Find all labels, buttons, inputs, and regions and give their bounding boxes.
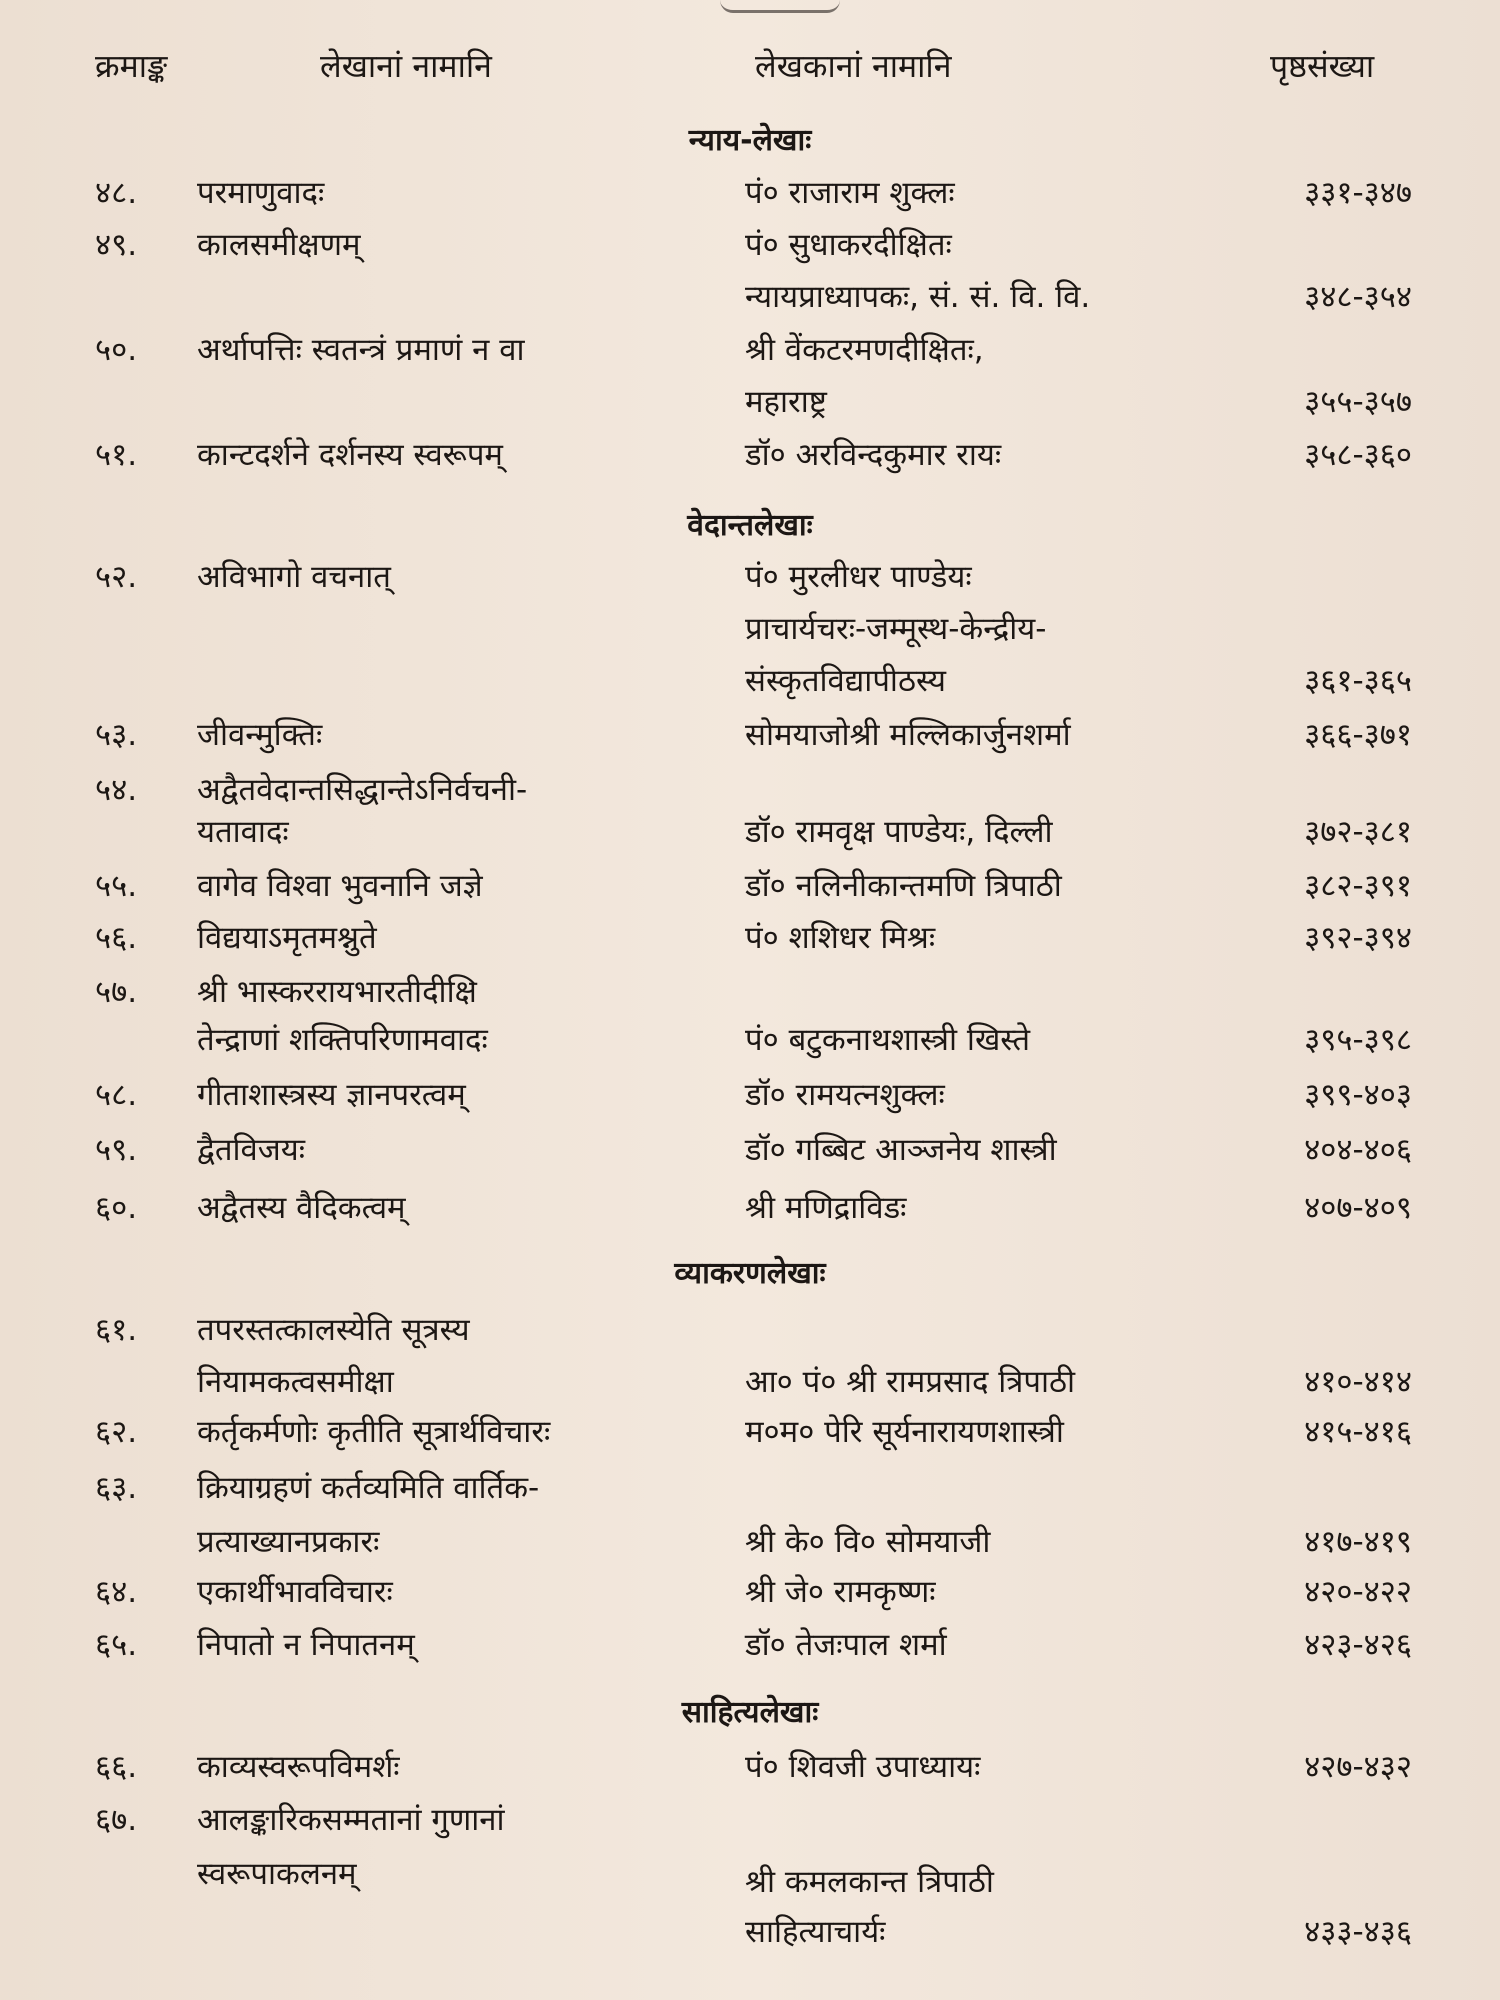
entry-author: श्री वेंकटरमणदीक्षितः, <box>745 332 984 368</box>
entry-title: श्री भास्कररायभारतीदीक्षि <box>197 974 477 1010</box>
entry-number: ५५. <box>95 868 138 904</box>
entry-author: श्री जे० रामकृष्णः <box>745 1574 936 1610</box>
entry-title: कान्टदर्शने दर्शनस्य स्वरूपम् <box>197 437 503 473</box>
entry-author: डॉ० रामयत्नशुक्लः <box>745 1077 945 1113</box>
entry-pages: ४३३-४३६ <box>1304 1914 1412 1950</box>
entry-title: आलङ्कारिकसम्मतानां गुणानां <box>197 1802 505 1838</box>
column-headers <box>0 44 1500 94</box>
entry-pages: ३९५-३९८ <box>1304 1022 1412 1058</box>
entry-title: निपातो न निपातनम् <box>197 1627 415 1663</box>
section-heading-nyaya: न्याय-लेखाः <box>688 123 812 158</box>
entry-pages: ३९९-४०३ <box>1304 1077 1412 1113</box>
page-top-mark <box>720 0 840 13</box>
entry-author: श्री कमलकान्त त्रिपाठी <box>745 1864 994 1900</box>
header-authors: लेखकानां नामानि <box>755 47 952 85</box>
entry-pages: ३८२-३९१ <box>1304 868 1412 904</box>
entry-author: डॉ० नलिनीकान्तमणि त्रिपाठी <box>745 868 1062 904</box>
entry-title: जीवन्मुक्तिः <box>197 717 323 753</box>
entry-number: ५९. <box>95 1132 138 1168</box>
entry-title: परमाणुवादः <box>197 175 325 211</box>
entry-pages: ४१०-४१४ <box>1304 1364 1412 1400</box>
entry-title: क्रियाग्रहणं कर्तव्यमिति वार्तिक- <box>197 1470 540 1506</box>
entry-title: एकार्थीभावविचारः <box>197 1574 393 1610</box>
entry-pages: ४०७-४०९ <box>1304 1190 1412 1226</box>
entry-number: ५७. <box>95 974 138 1010</box>
entry-number: ६३. <box>95 1470 138 1506</box>
entry-number: ६६. <box>95 1749 138 1785</box>
entry-pages: ३४८-३५४ <box>1304 279 1412 315</box>
section-heading-vyakarana: व्याकरणलेखाः <box>674 1256 826 1291</box>
entry-title: अद्वैतस्य वैदिकत्वम् <box>197 1190 406 1226</box>
entry-pages: ३६६-३७१ <box>1304 717 1412 753</box>
entry-author: आ० पं० श्री रामप्रसाद त्रिपाठी <box>745 1364 1076 1400</box>
entry-title: वागेव विश्वा भुवनानि जज्ञे <box>197 868 483 904</box>
entry-author: पं० शशिधर मिश्रः <box>745 920 936 956</box>
entry-pages: ४०४-४०६ <box>1304 1132 1412 1168</box>
entry-number: ५१. <box>95 437 138 473</box>
entry-title: काव्यस्वरूपविमर्शः <box>197 1749 400 1785</box>
section-heading-vedanta: वेदान्तलेखाः <box>687 508 813 543</box>
entry-author: श्री के० वि० सोमयाजी <box>745 1524 991 1560</box>
entry-number: ६०. <box>95 1190 138 1226</box>
entry-number: ५८. <box>95 1077 138 1113</box>
entry-author: पं० राजाराम शुक्लः <box>745 175 955 211</box>
entry-pages: ३५५-३५७ <box>1304 384 1412 420</box>
entry-number: ६५. <box>95 1627 138 1663</box>
header-titles: लेखानां नामानि <box>320 47 492 85</box>
entry-author: डॉ० तेजःपाल शर्मा <box>745 1627 947 1663</box>
entry-number: ६१. <box>95 1312 138 1348</box>
entry-pages: ४२३-४२६ <box>1304 1627 1412 1663</box>
entry-number: ४८. <box>95 175 138 211</box>
entry-title: स्वरूपाकलनम् <box>197 1856 357 1892</box>
entry-author: श्री मणिद्राविडः <box>745 1190 907 1226</box>
entry-number: ५४. <box>95 772 138 808</box>
entry-title: कर्तृकर्मणोः कृतीति सूत्रार्थविचारः <box>197 1414 551 1450</box>
entry-number: ४९. <box>95 227 138 263</box>
entry-pages: ३३१-३४७ <box>1304 175 1412 211</box>
entry-title: द्वैतविजयः <box>197 1132 306 1168</box>
entry-title: अर्थापत्तिः स्वतन्त्रं प्रमाणं न वा <box>197 332 525 368</box>
entry-pages: ३६१-३६५ <box>1304 663 1412 699</box>
entry-number: ६४. <box>95 1574 138 1610</box>
header-pages: पृष्ठसंख्या <box>1270 47 1375 85</box>
entry-author: संस्कृतविद्यापीठस्य <box>745 663 947 699</box>
entry-author: प्राचार्यचरः-जम्मूस्थ-केन्द्रीय- <box>745 611 1047 647</box>
entry-pages: ३५८-३६० <box>1304 437 1412 473</box>
entry-number: ६७. <box>95 1802 138 1838</box>
entry-author: सोमयाजोश्री मल्लिकार्जुनशर्मा <box>745 717 1071 753</box>
entry-author: साहित्याचार्यः <box>745 1914 886 1950</box>
entry-author: डॉ० रामवृक्ष पाण्डेयः, दिल्ली <box>745 814 1053 850</box>
entry-author: पं० सुधाकरदीक्षितः <box>745 227 952 263</box>
entry-number: ५२. <box>95 559 138 595</box>
entry-title: प्रत्याख्यानप्रकारः <box>197 1524 380 1560</box>
entry-pages: ४१५-४१६ <box>1304 1414 1412 1450</box>
entry-title: अविभागो वचनात् <box>197 559 391 595</box>
entry-author: पं० मुरलीधर पाण्डेयः <box>745 559 972 595</box>
entry-title: कालसमीक्षणम् <box>197 227 361 263</box>
entry-author: डॉ० अरविन्दकुमार रायः <box>745 437 1002 473</box>
entry-pages: ३७२-३८१ <box>1304 814 1412 850</box>
entry-title: तपरस्तत्कालस्येति सूत्रस्य <box>197 1312 470 1348</box>
entry-title: तेन्द्राणां शक्तिपरिणामवादः <box>197 1022 488 1058</box>
entry-author: म०म० पेरि सूर्यनारायणशास्त्री <box>745 1414 1064 1450</box>
entry-author: पं० बटुकनाथशास्त्री खिस्ते <box>745 1022 1031 1058</box>
section-heading-sahitya: साहित्यलेखाः <box>681 1695 819 1730</box>
entry-pages: ४२७-४३२ <box>1304 1749 1412 1785</box>
entry-title: गीताशास्त्रस्य ज्ञानपरत्वम् <box>197 1077 466 1113</box>
entry-title: विद्ययाऽमृतमश्नुते <box>197 920 377 956</box>
entry-author: पं० शिवजी उपाध्यायः <box>745 1749 981 1785</box>
header-number: क्रमाङ्क <box>95 47 168 85</box>
entry-title: अद्वैतवेदान्तसिद्धान्तेऽनिर्वचनी- <box>197 772 528 808</box>
entry-author: न्यायप्राध्यापकः, सं. सं. वि. वि. <box>745 279 1091 315</box>
entry-pages: ४२०-४२२ <box>1304 1574 1412 1610</box>
entry-title: नियामकत्वसमीक्षा <box>197 1364 394 1400</box>
entry-number: ५३. <box>95 717 138 753</box>
entry-author: डॉ० गब्बिट आञ्जनेय शास्त्री <box>745 1132 1057 1168</box>
entry-number: ६२. <box>95 1414 138 1450</box>
entry-title: यतावादः <box>197 814 289 850</box>
entry-number: ५०. <box>95 332 138 368</box>
entry-pages: ४१७-४१९ <box>1304 1524 1412 1560</box>
entry-pages: ३९२-३९४ <box>1304 920 1412 956</box>
entry-author: महाराष्ट्र <box>745 384 827 420</box>
entry-number: ५६. <box>95 920 138 956</box>
